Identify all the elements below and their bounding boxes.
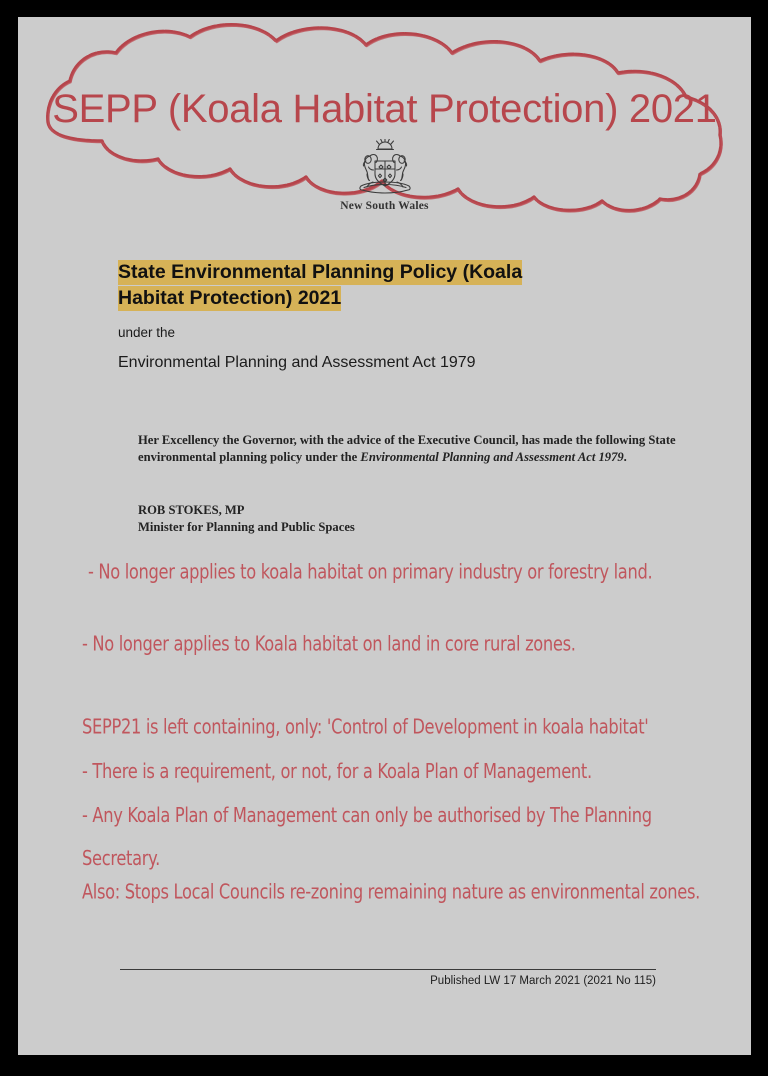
annotation-note-3-line-2: - There is a requirement, or not, for a Koala Plan of Management. [82, 760, 592, 784]
nsw-coat-of-arms-icon [348, 139, 422, 199]
footer-publication-note: Published LW 17 March 2021 (2021 No 115) [430, 975, 656, 987]
preamble-act-italic: Environmental Planning and Assessment Act 1979 [360, 449, 624, 464]
act-name: Environmental Planning and Assessment Act 1979 [118, 354, 476, 372]
annotation-title: SEPP (Koala Habitat Protection) 2021 [52, 87, 717, 131]
under-the-label: under the [118, 325, 176, 341]
signatory-block [138, 502, 355, 536]
footer-divider [120, 969, 656, 970]
crest-caption: New South Wales [340, 200, 429, 212]
annotation-note-2: - No longer applies to Koala habitat on land in core rural zones. [82, 633, 576, 657]
annotation-note-3-line-4: Secretary. [82, 847, 160, 872]
preamble-paragraph [138, 432, 683, 466]
annotation-note-1: - No longer applies to koala habitat on primary industry or forestry land. [88, 561, 653, 585]
cloud-annotation [18, 17, 751, 247]
page-title-line-1: State Environmental Planning Policy (Koala [118, 261, 523, 283]
annotation-note-3-line-3: - Any Koala Plan of Management can only be authorised by The Planning [82, 803, 652, 828]
signatory-name: ROB STOKES, MP [138, 503, 245, 517]
scanned-document-page [18, 17, 751, 1055]
annotation-note-3 [82, 707, 652, 882]
preamble-block [138, 432, 683, 466]
page-title-line-2: Habitat Protection) 2021 [118, 286, 342, 309]
annotation-note-3-line-1: SEPP21 is left containing, only: 'Control of Development in koala habitat' [82, 716, 649, 740]
preamble-tail: . [623, 449, 627, 464]
page-title [118, 260, 638, 311]
annotation-note-4: Also: Stops Local Councils re-zoning remaining nature as environmental zones. [82, 881, 700, 905]
document-title-block [118, 260, 678, 372]
crest-block [18, 139, 751, 212]
signatory-role: Minister for Planning and Public Spaces [138, 520, 355, 534]
preamble-lead: Her Excellency the Governor, with the advice of the Executive Council, has made the following State environmental planning policy under the [138, 433, 676, 464]
